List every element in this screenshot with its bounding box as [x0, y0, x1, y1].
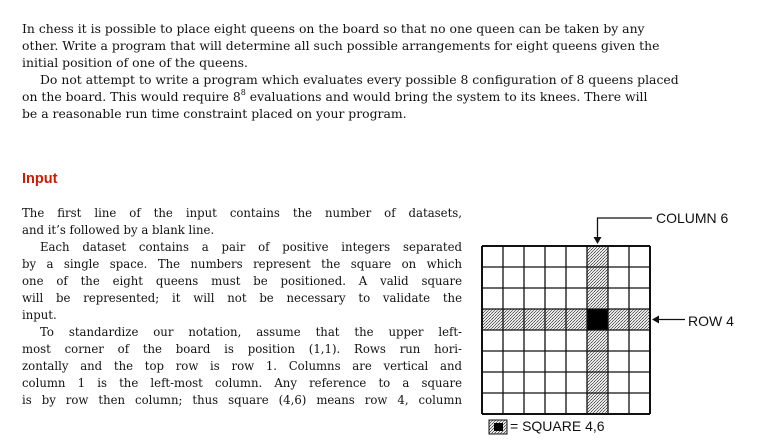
section-heading-input: Input	[22, 171, 58, 187]
intro-line: Do not attempt to write a program which evaluates every possible 8 configuration of 8 queens placed	[40, 72, 679, 87]
intro-text: evaluations and would bring the system to its knees. There will	[245, 89, 648, 104]
input-line: column 1 is the left-most column. Any reference to a square	[22, 376, 462, 390]
input-line: one of the eight queens must be positioned. A valid square	[22, 274, 462, 288]
column-pointer-line	[598, 218, 653, 238]
intro-line: initial position of one of the queens.	[22, 55, 248, 70]
intro-line: In chess it is possible to place eight queens on the board so that no one queen can be taken by any	[22, 21, 645, 36]
exponent: 8	[240, 87, 246, 97]
queen-square	[587, 309, 608, 330]
square-label: = SQUARE 4,6	[510, 418, 605, 434]
row-label: ROW 4	[688, 313, 734, 329]
input-line: will be represented; it will not be necessary to validate the	[22, 291, 462, 305]
intro-line: other. Write a program that will determine all such possible arrangements for eight queens given the	[22, 38, 660, 53]
input-line: To standardize our notation, assume that the upper left-	[40, 325, 462, 339]
input-line: most corner of the board is position (1,1). Rows run hori-	[22, 342, 462, 356]
input-line: The first line of the input contains the number of datasets,	[22, 206, 462, 220]
legend-queen-icon	[494, 423, 503, 431]
input-line: zontally and the top row is row 1. Columns are vertical and	[22, 359, 462, 373]
input-line: by a single space. The numbers represent the square on which	[22, 257, 462, 271]
column-arrowhead	[594, 237, 602, 244]
input-line: and it’s followed by a blank line.	[22, 223, 215, 237]
column-label: COLUMN 6	[656, 210, 729, 226]
intro-line: be a reasonable run time constraint placed on your program.	[22, 106, 407, 121]
row-arrowhead	[652, 316, 659, 324]
input-line: is by row then column; thus square (4,6) means row 4, column	[22, 393, 462, 407]
intro-text: on the board. This would require 8	[22, 89, 241, 104]
input-line: Each dataset contains a pair of positive integers separated	[40, 240, 462, 254]
input-line: input.	[22, 308, 57, 322]
